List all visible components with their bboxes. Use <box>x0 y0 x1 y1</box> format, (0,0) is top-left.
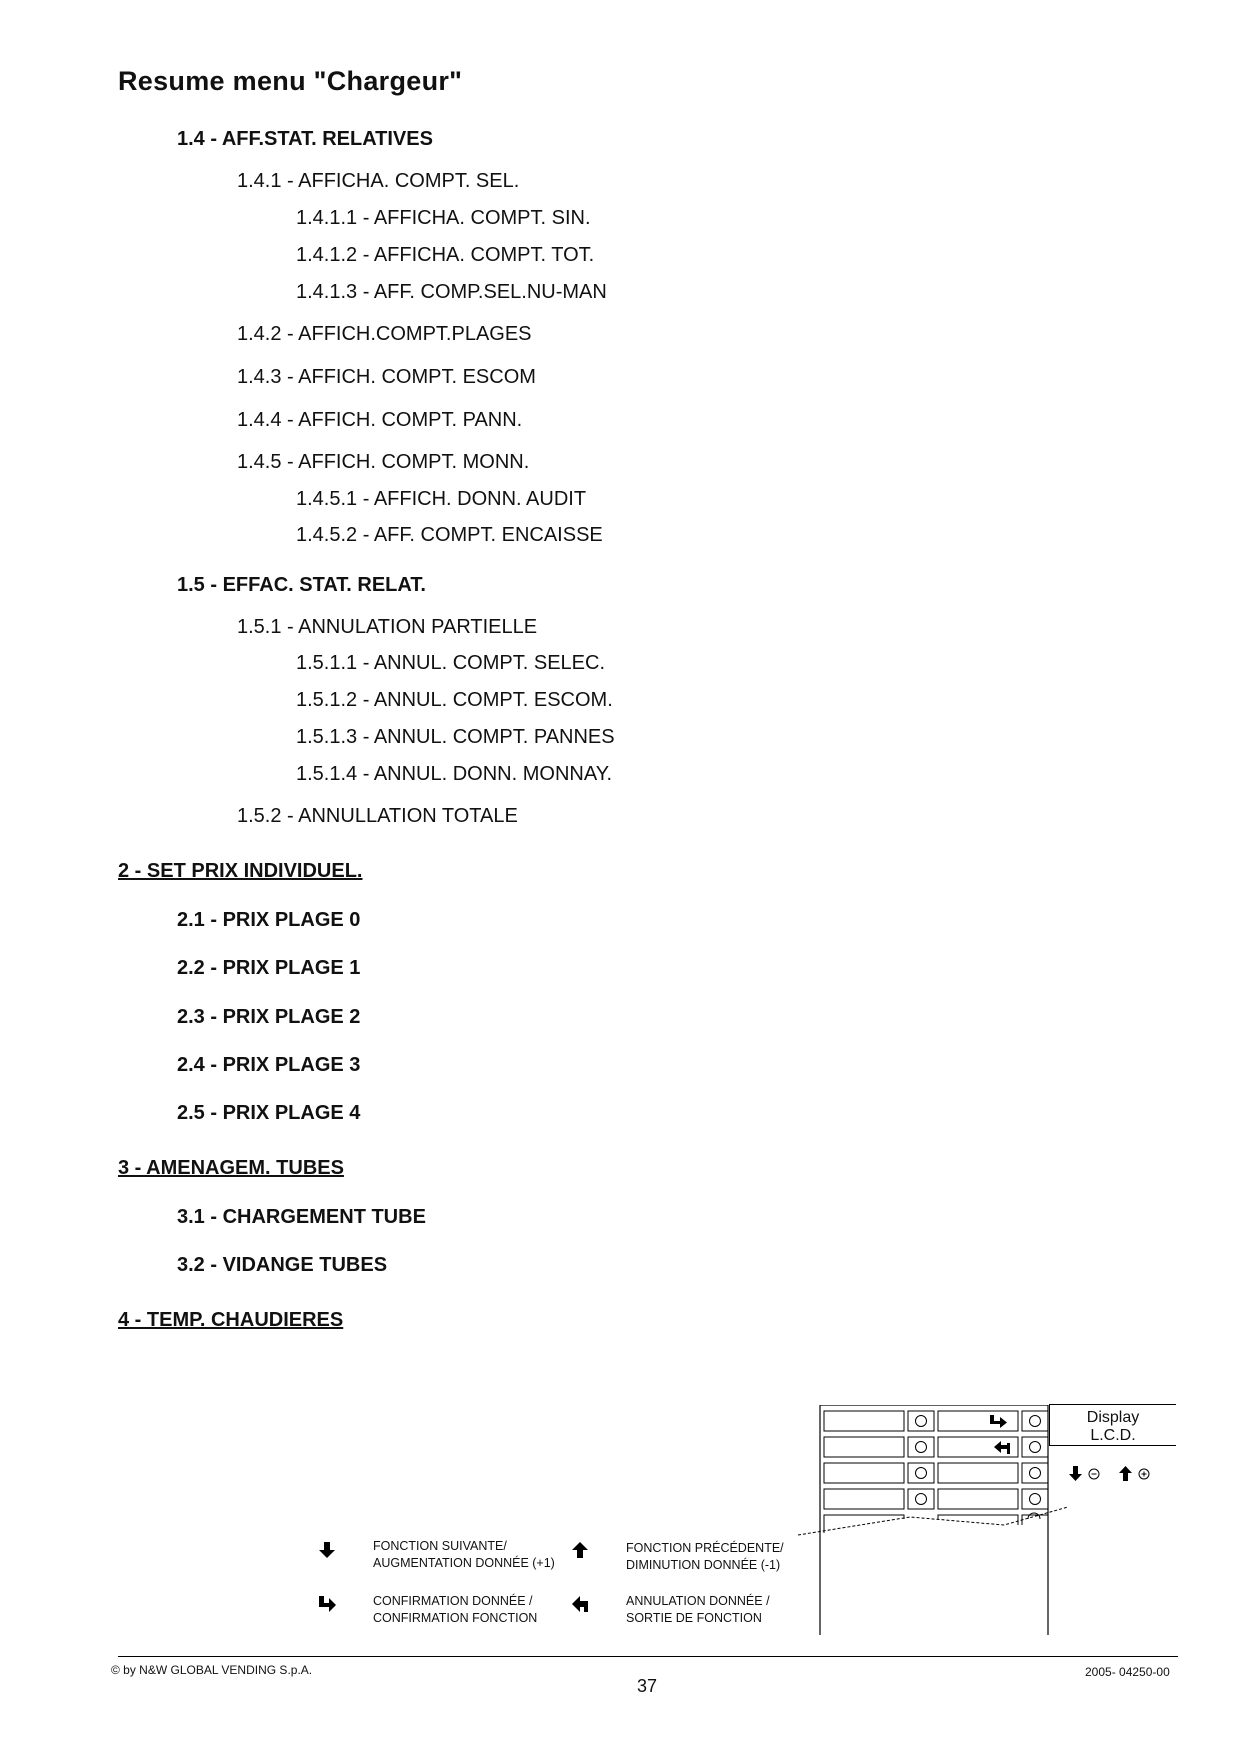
arrow-up-icon <box>571 1541 589 1559</box>
plus-circle-icon <box>1139 1469 1149 1479</box>
panel-row-2 <box>824 1437 1048 1457</box>
arrow-down-icon <box>318 1541 336 1559</box>
footer-divider <box>118 1656 1178 1657</box>
arrow-enter-icon <box>990 1415 1007 1428</box>
menu-item-1-5: 1.5 - EFFAC. STAT. RELAT. <box>177 574 426 596</box>
menu-item-2-2: 2.2 - PRIX PLAGE 1 <box>177 957 361 979</box>
arrow-enter-icon <box>318 1595 336 1613</box>
menu-section-4: 4 - TEMP. CHAUDIERES <box>118 1309 344 1331</box>
menu-item-1-4-5: 1.4.5 - AFFICH. COMPT. MONN. <box>237 451 530 473</box>
key-indicators <box>1068 1464 1158 1484</box>
arrow-left-icon <box>994 1441 1010 1454</box>
menu-section-3: 3 - AMENAGEM. TUBES <box>118 1157 344 1179</box>
panel-row-1 <box>824 1411 1048 1431</box>
page-title: Resume menu "Chargeur" <box>118 66 463 96</box>
menu-item-1-4-5-1: 1.4.5.1 - AFFICH. DONN. AUDIT <box>296 488 587 510</box>
legend-prev-line2: DIMINUTION DONNÉE (-1) <box>626 1558 781 1572</box>
legend-next-function <box>373 1538 555 1572</box>
legend-cancel-line1: ANNULATION DONNÉE / <box>626 1594 770 1608</box>
menu-item-1-4-2: 1.4.2 - AFFICH.COMPT.PLAGES <box>237 323 532 345</box>
display-label-line2: L.C.D. <box>1090 1427 1136 1444</box>
menu-item-1-5-1: 1.5.1 - ANNULATION PARTIELLE <box>237 616 538 638</box>
legend-cancel <box>626 1593 770 1627</box>
menu-item-1-4-1-1: 1.4.1.1 - AFFICHA. COMPT. SIN. <box>296 207 591 229</box>
menu-item-1-4-1-2: 1.4.1.2 - AFFICHA. COMPT. TOT. <box>296 244 595 266</box>
panel-row-3 <box>824 1463 1048 1483</box>
menu-item-2-4: 2.4 - PRIX PLAGE 3 <box>177 1054 361 1076</box>
menu-section-2: 2 - SET PRIX INDIVIDUEL. <box>118 860 363 882</box>
page-number: 37 <box>637 1676 658 1696</box>
menu-item-2-3: 2.3 - PRIX PLAGE 2 <box>177 1006 361 1028</box>
control-panel-diagram <box>798 1405 1078 1635</box>
arrow-left-icon <box>571 1595 589 1613</box>
panel-row-5-partial <box>824 1513 1048 1533</box>
legend-next-line1: FONCTION SUIVANTE/ <box>373 1539 507 1553</box>
menu-item-1-4: 1.4 - AFF.STAT. RELATIVES <box>177 128 433 150</box>
menu-item-1-4-1: 1.4.1 - AFFICHA. COMPT. SEL. <box>237 170 520 192</box>
menu-item-1-5-1-1: 1.5.1.1 - ANNUL. COMPT. SELEC. <box>296 652 605 674</box>
legend-prev-line1: FONCTION PRÉCÉDENTE/ <box>626 1541 784 1555</box>
footer-doc-code: 2005- 04250-00 <box>1085 1665 1170 1679</box>
menu-item-1-4-3: 1.4.3 - AFFICH. COMPT. ESCOM <box>237 366 536 388</box>
menu-item-3-2: 3.2 - VIDANGE TUBES <box>177 1254 388 1276</box>
legend-next-line2: AUGMENTATION DONNÉE (+1) <box>373 1556 555 1570</box>
minus-circle-icon <box>1089 1469 1099 1479</box>
display-label-line1: Display <box>1086 1409 1140 1426</box>
legend-cancel-line2: SORTIE DE FONCTION <box>626 1611 762 1625</box>
legend-confirm-line1: CONFIRMATION DONNÉE / <box>373 1594 533 1608</box>
legend-confirm <box>373 1593 537 1627</box>
menu-item-3-1: 3.1 - CHARGEMENT TUBE <box>177 1206 426 1228</box>
menu-item-1-5-1-2: 1.5.1.2 - ANNUL. COMPT. ESCOM. <box>296 689 613 711</box>
menu-item-2-5: 2.5 - PRIX PLAGE 4 <box>177 1102 361 1124</box>
footer-copyright: © by N&W GLOBAL VENDING S.p.A. <box>111 1663 313 1677</box>
menu-item-1-5-1-3: 1.5.1.3 - ANNUL. COMPT. PANNES <box>296 726 615 748</box>
menu-item-1-4-5-2: 1.4.5.2 - AFF. COMPT. ENCAISSE <box>296 524 603 546</box>
menu-item-1-4-1-3: 1.4.1.3 - AFF. COMP.SEL.NU-MAN <box>296 281 607 303</box>
menu-item-2-1: 2.1 - PRIX PLAGE 0 <box>177 909 361 931</box>
menu-item-1-5-1-4: 1.5.1.4 - ANNUL. DONN. MONNAY. <box>296 763 613 785</box>
panel-row-4 <box>824 1489 1048 1509</box>
legend-confirm-line2: CONFIRMATION FONCTION <box>373 1611 538 1625</box>
legend-prev-function <box>626 1540 784 1574</box>
menu-item-1-4-4: 1.4.4 - AFFICH. COMPT. PANN. <box>237 409 523 431</box>
menu-item-1-5-2: 1.5.2 - ANNULLATION TOTALE <box>237 805 518 827</box>
arrow-up-icon <box>1119 1466 1132 1481</box>
